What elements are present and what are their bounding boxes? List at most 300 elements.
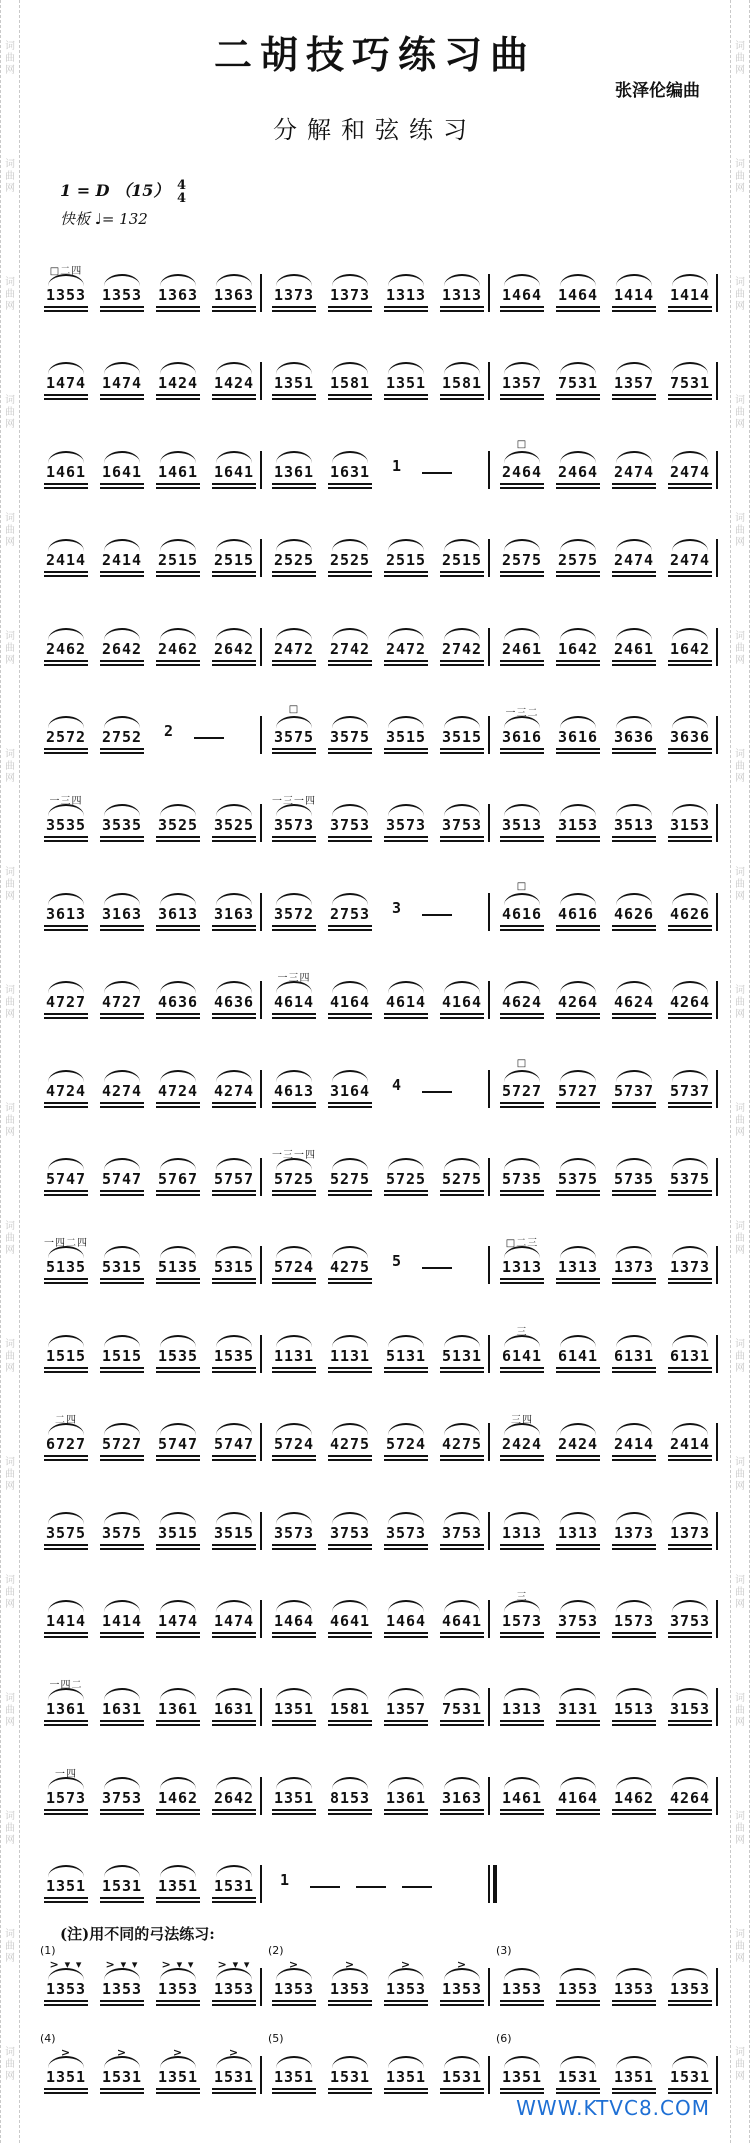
beam-line	[328, 1367, 372, 1369]
beam-line	[384, 752, 428, 754]
beam-line	[100, 2088, 144, 2090]
note-group	[322, 1958, 378, 2008]
note-digits: 3163	[101, 904, 143, 923]
note-group	[266, 973, 322, 1021]
note-group	[322, 1773, 378, 1817]
bowing-label: (3)	[496, 1944, 512, 1957]
watermark-text: 词 曲 网	[735, 41, 745, 76]
slur-mark	[560, 539, 596, 551]
note-digits: 7531	[441, 1700, 483, 1719]
score-row	[38, 1399, 724, 1469]
note-digits: 5727	[501, 1081, 543, 1100]
slur-mark	[672, 893, 708, 905]
beam-line	[384, 1544, 428, 1546]
note-group	[434, 1419, 490, 1463]
beam-line	[212, 1720, 256, 1722]
beam-line	[212, 1459, 256, 1461]
beam-line	[668, 1013, 712, 1015]
beam-line	[556, 1636, 600, 1638]
note-group	[206, 1958, 262, 2008]
note-digits: 3575	[45, 1523, 87, 1542]
note-group	[378, 1419, 434, 1463]
slur-mark	[560, 1158, 596, 1170]
beam-line	[440, 748, 484, 750]
note-group	[94, 624, 150, 668]
beam-line	[668, 1194, 712, 1196]
slur-mark	[104, 451, 140, 463]
beam-line	[556, 2092, 600, 2094]
slur-mark	[560, 1423, 596, 1435]
note-digits: 3525	[157, 816, 199, 835]
note-group	[662, 535, 718, 579]
beam-line	[384, 1459, 428, 1461]
note-group	[322, 1242, 378, 1286]
note-digits: 5135	[45, 1258, 87, 1277]
slur-mark	[616, 1423, 652, 1435]
note-group	[378, 712, 434, 756]
beam-line	[384, 394, 428, 396]
note-digits: 1581	[329, 1700, 371, 1719]
bowing-accent-mark: > ▾ ▾	[217, 1958, 251, 1971]
note-group	[606, 712, 662, 756]
note-digits: 1351	[45, 1877, 87, 1896]
note-group	[378, 1684, 434, 1728]
note-digits: 1353	[329, 1980, 371, 1998]
beam-line	[100, 1632, 144, 1634]
beam-line	[272, 575, 316, 577]
note-digits: 1313	[501, 1258, 543, 1277]
fingering-mark: 一四	[55, 1768, 77, 1780]
bowing-accent-mark: >	[288, 1958, 300, 1971]
beam-line	[612, 2092, 656, 2094]
note-digits: 7531	[557, 374, 599, 393]
note-digits: 1351	[273, 374, 315, 393]
beam-line	[272, 925, 316, 927]
note-group	[434, 977, 490, 1021]
slur-mark	[276, 628, 312, 640]
note-digits: 2642	[101, 639, 143, 658]
note-group	[606, 889, 662, 933]
beam-line	[440, 1459, 484, 1461]
beam-line	[612, 1544, 656, 1546]
barline	[488, 1777, 490, 1815]
hold-dash	[356, 1886, 386, 1888]
beam-line	[328, 2092, 372, 2094]
note-group	[434, 535, 490, 579]
note-digits: 2462	[157, 639, 199, 658]
beam-line	[440, 1367, 484, 1369]
note-digits: 1513	[613, 1700, 655, 1719]
note-digits: 3753	[441, 1523, 483, 1542]
beam-line	[500, 1282, 544, 1284]
slur-mark	[48, 1070, 84, 1082]
note-group	[494, 438, 550, 491]
barline	[260, 1865, 262, 1903]
beam-line	[384, 1724, 428, 1726]
note-group	[94, 2046, 150, 2096]
slur-mark	[672, 716, 708, 728]
beam-line	[384, 2000, 428, 2002]
note-digits: 1531	[441, 2068, 483, 2086]
watermark-text: 词 曲 网	[735, 1575, 745, 1610]
beam-line	[44, 487, 88, 489]
note-digits: 3515	[441, 728, 483, 746]
note-group	[378, 2052, 434, 2096]
beam-line	[272, 2004, 316, 2006]
note-group	[266, 1331, 322, 1375]
beam-line	[272, 660, 316, 662]
note-digits: 5735	[501, 1170, 543, 1188]
slur-mark	[388, 274, 424, 286]
slur-mark	[216, 893, 252, 905]
note-group	[38, 1680, 94, 1728]
beam-line	[212, 394, 256, 396]
note-digits: 2461	[613, 639, 655, 658]
note-group	[606, 358, 662, 402]
beam-line	[328, 487, 372, 489]
beam-line	[44, 2000, 88, 2002]
beam-line	[328, 664, 372, 666]
slur-mark	[504, 893, 540, 905]
note-digits: 1353	[501, 1980, 543, 1998]
beam-line	[440, 1544, 484, 1546]
watermark-text: 词 曲 网	[735, 159, 745, 194]
note-group	[94, 270, 150, 314]
note-group	[266, 358, 322, 402]
beam-line	[500, 2004, 544, 2006]
note-group	[550, 1242, 606, 1286]
beam-line	[500, 1190, 544, 1192]
beam-line	[156, 1106, 200, 1108]
beam-line	[612, 1102, 656, 1104]
beam-line	[440, 1013, 484, 1015]
note-digits: 1353	[385, 1980, 427, 1998]
measure	[266, 1753, 494, 1823]
note-group	[322, 270, 378, 314]
note-digits: 2472	[273, 639, 315, 658]
watermark-text: 词 曲 网	[735, 749, 745, 784]
slur-mark	[160, 1335, 196, 1347]
note-digits: 1414	[101, 1612, 143, 1630]
note-group	[322, 1066, 378, 1110]
beam-line	[328, 1194, 372, 1196]
note-group	[94, 1773, 150, 1817]
note-group	[494, 1508, 550, 1552]
beam-line	[212, 306, 256, 308]
beam-line	[500, 571, 544, 573]
note-digits: 4275	[329, 1258, 371, 1277]
watermark-text: 词 曲 网	[5, 1811, 15, 1846]
beam-line	[44, 660, 88, 662]
note-group	[606, 1684, 662, 1728]
note-digits: 1373	[669, 1523, 711, 1542]
beam-line	[44, 1102, 88, 1104]
note-group	[38, 624, 94, 668]
note-group	[606, 1154, 662, 1198]
note-group	[266, 270, 322, 314]
beam-line	[668, 575, 712, 577]
slur-mark	[616, 716, 652, 728]
note-digits: 1373	[613, 1523, 655, 1542]
beam-line	[612, 840, 656, 842]
beam-line	[612, 1813, 656, 1815]
slur-mark	[216, 362, 252, 374]
beam-line	[668, 306, 712, 308]
beam-line	[384, 2088, 428, 2090]
score-row	[38, 604, 724, 674]
note-group	[494, 1154, 550, 1198]
beam-line	[668, 1544, 712, 1546]
note-digits: 3753	[441, 816, 483, 835]
note-group	[494, 1326, 550, 1375]
slur-mark	[560, 1335, 596, 1347]
beam-line	[556, 1102, 600, 1104]
beam-line	[156, 660, 200, 662]
beam-line	[500, 2088, 544, 2090]
slur-mark	[276, 451, 312, 463]
beam-line	[500, 660, 544, 662]
note-digits: 3131	[557, 1700, 599, 1719]
slur-mark	[444, 1688, 480, 1700]
measure	[494, 692, 722, 762]
beam-line	[272, 1548, 316, 1550]
note-digits: 1531	[669, 2068, 711, 2086]
score-row	[38, 957, 724, 1027]
beam-line	[668, 2088, 712, 2090]
note-digits: 3153	[669, 816, 711, 835]
note-group	[266, 2052, 322, 2096]
beam-line	[272, 1809, 316, 1811]
note-group	[150, 1596, 206, 1640]
beam-line	[156, 2092, 200, 2094]
hold-dash	[422, 1267, 452, 1269]
note-group	[206, 535, 262, 579]
beam-line	[328, 840, 372, 842]
beam-line	[328, 929, 372, 931]
beam-line	[100, 2092, 144, 2094]
beam-line	[668, 752, 712, 754]
slur-mark	[48, 893, 84, 905]
note-group	[550, 447, 606, 491]
bowing-accent-mark: >	[172, 2046, 184, 2059]
note-digits: 1641	[213, 462, 255, 481]
measure	[266, 1134, 494, 1204]
note-group	[434, 712, 490, 756]
slur-mark	[332, 274, 368, 286]
slur-mark	[160, 893, 196, 905]
slur-mark	[560, 716, 596, 728]
note-digits: 3575	[329, 728, 371, 746]
note-digits: 2515	[441, 551, 483, 570]
note-digits: 4616	[557, 904, 599, 923]
note-group	[606, 1596, 662, 1640]
beam-line	[156, 306, 200, 308]
note-digits: 2472	[385, 639, 427, 658]
note-group	[94, 1958, 150, 2008]
slur-mark	[444, 1777, 480, 1789]
slur-mark	[104, 539, 140, 551]
beam-line	[556, 394, 600, 396]
barline	[716, 1246, 718, 1284]
slur-mark	[48, 1158, 84, 1170]
note-group	[606, 447, 662, 491]
beam-line	[440, 660, 484, 662]
slur-mark	[444, 628, 480, 640]
slur-mark	[216, 1777, 252, 1789]
score-row	[38, 780, 724, 850]
note-digits: 1531	[101, 1877, 143, 1896]
note-group	[378, 1508, 434, 1552]
note-digits: 6727	[45, 1435, 87, 1454]
watermark-text: 词 曲 网	[735, 631, 745, 666]
beam-line	[328, 1013, 372, 1015]
watermark-text: 词 曲 网	[5, 159, 15, 194]
slur-mark	[388, 1512, 424, 1524]
beam-line	[100, 1278, 144, 1280]
beam-line	[500, 752, 544, 754]
note-digits: 2461	[501, 639, 543, 658]
note-group	[322, 535, 378, 579]
note-digits: 3573	[273, 816, 315, 835]
beam-line	[668, 664, 712, 666]
barline	[488, 1335, 490, 1373]
score-row	[38, 1664, 724, 1734]
note-digits: 5135	[157, 1258, 199, 1277]
note-digits: 1353	[441, 1980, 483, 1998]
beam-line	[272, 398, 316, 400]
bowing-label: (2)	[268, 1944, 284, 1957]
note-group	[606, 800, 662, 844]
note-group	[550, 1419, 606, 1463]
slur-mark	[48, 1512, 84, 1524]
note-digits: 5767	[157, 1170, 199, 1188]
barline	[260, 274, 262, 312]
beam-line	[500, 310, 544, 312]
measure	[266, 427, 494, 497]
barline	[716, 1600, 718, 1638]
barline	[260, 981, 262, 1019]
note-digits: 4624	[501, 993, 543, 1012]
measure	[266, 1399, 494, 1469]
note-digits: 4636	[157, 993, 199, 1012]
beam-line	[612, 1371, 656, 1373]
beam-line	[212, 660, 256, 662]
beam-line	[100, 394, 144, 396]
note-group	[38, 1066, 94, 1110]
slur-mark	[276, 1246, 312, 1258]
slur-mark	[332, 451, 368, 463]
note-digits: 4264	[669, 1788, 711, 1807]
beam-line	[440, 1724, 484, 1726]
beam-line	[668, 925, 712, 927]
barline	[716, 362, 718, 400]
note-digits: 2462	[45, 639, 87, 658]
note-group	[206, 447, 262, 491]
note-group	[94, 1419, 150, 1463]
note-digits: 4164	[441, 993, 483, 1012]
beam-line	[44, 925, 88, 927]
beam-line	[328, 571, 372, 573]
beam-line	[156, 1190, 200, 1192]
slur-mark	[560, 981, 596, 993]
slur-mark	[560, 893, 596, 905]
beam-line	[100, 310, 144, 312]
slur-mark	[388, 1335, 424, 1347]
note-group	[662, 1066, 718, 1110]
note-group	[434, 624, 490, 668]
note-digits: 1373	[669, 1258, 711, 1277]
note-group	[606, 2052, 662, 2096]
beam-line	[272, 836, 316, 838]
slur-mark	[444, 1423, 480, 1435]
slur-mark	[160, 274, 196, 286]
slur-mark	[276, 1070, 312, 1082]
measure	[266, 338, 494, 408]
note-group	[378, 535, 434, 579]
note-group	[662, 447, 718, 491]
note-digits: 4724	[45, 1081, 87, 1100]
slur-mark	[104, 981, 140, 993]
note-group	[322, 889, 378, 933]
beam-line	[384, 1548, 428, 1550]
note-digits: 2424	[501, 1435, 543, 1454]
note-group	[662, 358, 718, 402]
barline	[488, 1158, 490, 1196]
beam-line	[44, 575, 88, 577]
measure	[38, 1134, 266, 1204]
slur-mark	[216, 1423, 252, 1435]
note-digits: 1357	[385, 1700, 427, 1719]
beam-line	[384, 840, 428, 842]
note-digits: 3525	[213, 816, 255, 835]
barline	[488, 981, 490, 1019]
note-digits: 2642	[213, 1788, 255, 1807]
note-digits: 2752	[101, 728, 143, 746]
beam-line	[212, 840, 256, 842]
note-group	[150, 1154, 206, 1198]
beam-line	[272, 664, 316, 666]
beam-line	[100, 752, 144, 754]
slur-mark	[504, 1968, 540, 1980]
note-digits: 3753	[101, 1788, 143, 1807]
note-digits: 2515	[385, 551, 427, 570]
score-row	[38, 250, 724, 320]
note-digits: 5747	[157, 1435, 199, 1454]
beam-line	[668, 1455, 712, 1457]
fingering-mark: 一三一四	[272, 796, 316, 808]
slur-mark	[332, 804, 368, 816]
note-digits: 4264	[669, 993, 711, 1012]
bowing-note-title: (注)用不同的弓法练习:	[60, 1925, 215, 1943]
note-digits: 2515	[213, 551, 255, 570]
beam-line	[44, 1548, 88, 1550]
fingering-mark: 三四	[511, 1415, 533, 1427]
beam-line	[384, 1367, 428, 1369]
slur-mark	[160, 981, 196, 993]
beam-line	[328, 752, 372, 754]
held-note: 3	[392, 898, 402, 917]
note-digits: 3575	[273, 728, 315, 746]
watermark-text: 词 曲 网	[735, 513, 745, 548]
note-digits: 1351	[273, 2068, 315, 2086]
beam-line	[612, 487, 656, 489]
watermark-text: 词 曲 网	[5, 631, 15, 666]
slur-mark	[48, 539, 84, 551]
beam-line	[272, 2000, 316, 2002]
beam-line	[328, 1102, 372, 1104]
slur-mark	[672, 1423, 708, 1435]
beam-line	[612, 752, 656, 754]
